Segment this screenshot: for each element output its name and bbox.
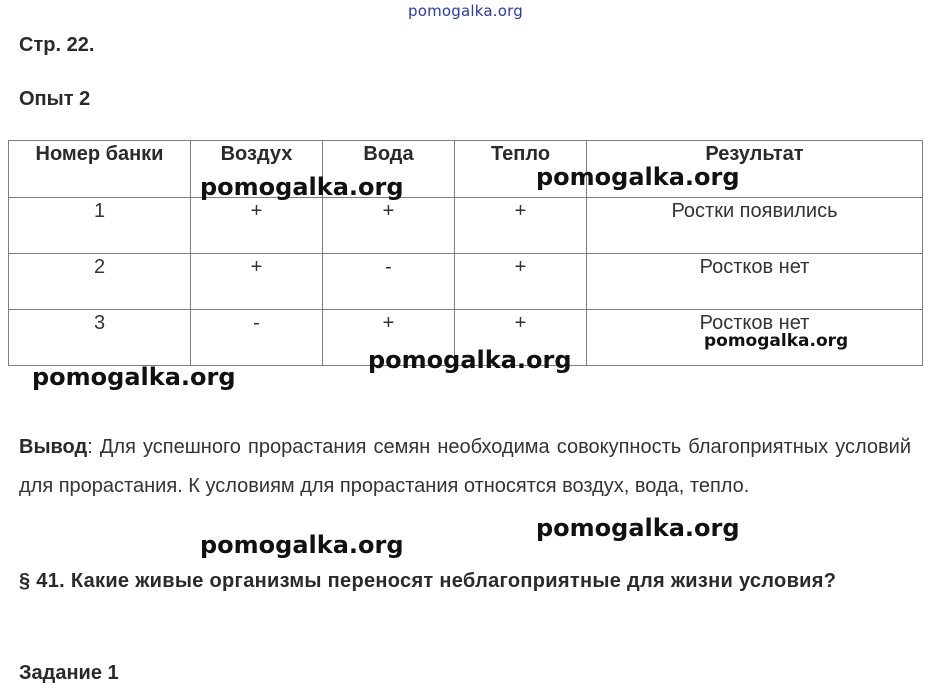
watermark: pomogalka.org (536, 514, 740, 542)
watermark: pomogalka.org (704, 331, 849, 351)
conclusion-text: : Для успешного прорастания семян необходима совокупность благоприятных условий для прорастания. К условиям для прорастания относятся воздух, вода, тепло. (19, 436, 911, 497)
cell-result: Ростки появились (587, 198, 923, 254)
cell-heat: + (455, 310, 587, 366)
site-header[interactable]: pomogalka.org (408, 2, 523, 20)
cell-water: + (323, 198, 455, 254)
cell-air: + (191, 198, 323, 254)
column-header-result: Результат (587, 141, 923, 198)
watermark: pomogalka.org (200, 531, 404, 559)
table-row (9, 198, 923, 254)
column-header-heat: Тепло (455, 141, 587, 198)
conclusion-label: Вывод (19, 436, 88, 458)
experiment-heading: Опыт 2 (19, 88, 91, 110)
cell-result: Ростков нет (587, 310, 923, 366)
page-heading: Стр. 22. (19, 34, 95, 56)
cell-air: + (191, 254, 323, 310)
column-header-water: Вода (323, 141, 455, 198)
conclusion-paragraph (19, 428, 911, 506)
cell-jar-number: 2 (9, 254, 191, 310)
table-row (9, 254, 923, 310)
cell-heat: + (455, 254, 587, 310)
watermark: pomogalka.org (536, 163, 740, 191)
watermark: pomogalka.org (368, 346, 572, 374)
cell-water: - (323, 254, 455, 310)
cell-result: Ростков нет (587, 254, 923, 310)
table-header-row (9, 141, 923, 198)
cell-jar-number: 3 (9, 310, 191, 366)
column-header-jar-number: Номер банки (9, 141, 191, 198)
watermark: pomogalka.org (32, 363, 236, 391)
column-header-air: Воздух (191, 141, 323, 198)
cell-water: + (323, 310, 455, 366)
watermark: pomogalka.org (200, 173, 404, 201)
cell-air: - (191, 310, 323, 366)
section-question: § 41. Какие живые организмы переносят неблагоприятные для жизни условия? (19, 570, 837, 592)
cell-jar-number: 1 (9, 198, 191, 254)
cell-heat: + (455, 198, 587, 254)
task-heading: Задание 1 (19, 662, 119, 684)
